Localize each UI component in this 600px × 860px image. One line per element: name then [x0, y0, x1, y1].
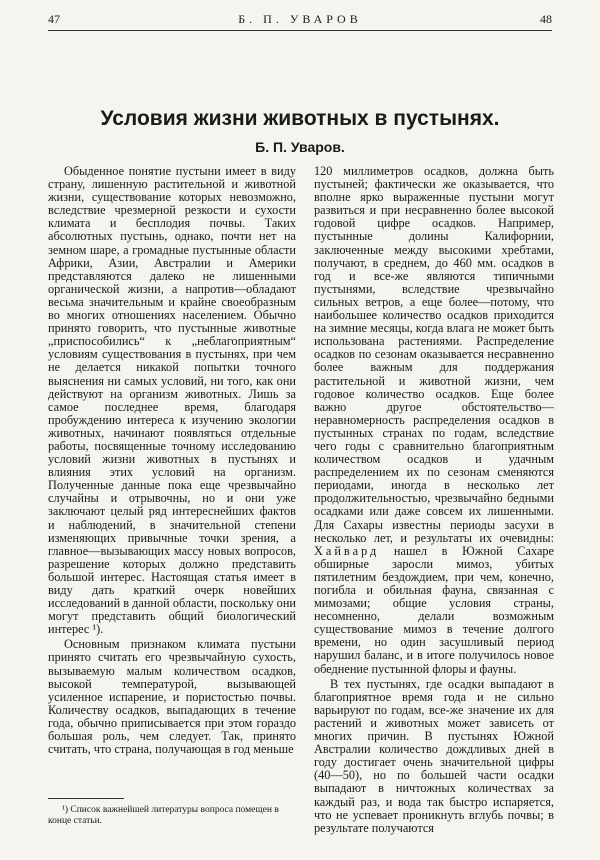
- page-number-right: 48: [540, 12, 552, 26]
- right-paragraph-1-part-b: нашел в Южной Сахаре обширные заросли мимоз, убитых пятилетним бездождием, при чем, конечно, погибла и обильная фауна, связанная с мимозами; общие условия страны, несомненно, делали возможным существование мимоз в течение долгого времени, но один засушливый период нарушил баланс, и в итоге получилось новое обеднение пустынной флоры и фауны.: [314, 543, 555, 676]
- right-paragraph-1-part-a: 120 миллиметров осадков, должна быть пустыней; фактически же оказывается, что вполне ярко выраженные пустыни могут развиться и при несравненно более высокой годовой цифре осадков. Например, пустынные долины Калифорнии, заключенные между высокими хребтами, получают, в среднем, до 460 мм. осадков в год и все-же являются типичными пустынями, вследствие чрезвычайно сильных ветров, а еще более—потому, что наибольшее количество осадков приходится на зимние месяцы, когда влага не может быть использована растениями. Распределение осадков по сезонам оказывается несравненно более важным для поддержания растительной и животной жизни, чем годовое количество осадков. Еще более важно другое обстоятельство—неравномерность распределения осадков в пустынных странах по годам, вследствие чего годы с сравнительно благоприятным количеством осадков и удачным распределением их по сезонам сменяются периодами, иногда в несколько лет продолжительностью, чрезвычайно бедными осадками или даже совсем их лишенными. Для Сахары известны периоды засухи в несколько лет, и результаты их очевидны:: [314, 164, 554, 545]
- spaced-name-hayward: Хайвард: [314, 543, 380, 558]
- article-author: Б. П. Уваров.: [255, 139, 345, 155]
- left-column: [48, 165, 296, 756]
- right-paragraph-1: [314, 165, 554, 676]
- running-title: Б. П. УВАРОВ: [238, 12, 362, 26]
- page-number-left: 47: [48, 12, 60, 26]
- right-paragraph-2: В тех пустынях, где осадки выпадают в благоприятное время года и не сильно варьируют по годам, все-же значение их для растений и животных может зависеть от многих причин. В пустынях Южной Австралии количество дождливых дней в году достигает очень значительной цифры (40—50), но по большей части осадки выпадают в ничтожных количествах за каждый раз, и вода так быстро испаряется, что не успевает проникнуть вглубь почвы; в результате получаются: [314, 676, 554, 835]
- footnote: ¹) Список важнейшей литературы вопроса помещен в конце статьи.: [48, 805, 279, 826]
- left-paragraph-2: Основным признаком климата пустыни принято считать его чрезвычайную сухость, вызываемую малым количеством осадков, высокой температурой, вызывающей усиленное испарение, и пористостью почвы. Количеству осадков, выпадающих в течение года, обычно приписывается при этом гораздо большая роль, чем следует. Так, принято считать, что страна, получающая в год меньше: [48, 637, 296, 757]
- footnote-divider: [48, 798, 124, 799]
- running-header: [48, 12, 552, 31]
- article-title: Условия жизни животных в пустынях.: [100, 107, 500, 130]
- left-paragraph-1: Обыденное понятие пустыни имеет в виду страну, лишенную растительной и животной жизни, существование которых невозможно, вследствие чрезмерной резкости и сухости климата и бесплодия почвы. Таких абсолютных пустынь, однако, почти нет на земном шаре, а громадные пустынные области Африки, Азии, Австралии и Америки представляются далеко не лишенными органической жизни, а напротив—обладают весьма значительным и крайне своеобразным во многих отношениях населением. Обычно принято говорить, что пустынные животные „приспособились“ к „неблагоприятным“ условиям существования в пустынях, при чем не делается никакой попытки точного выяснения ни самых условий, ни того, как они действуют на организм животных. Лишь за самое последнее время, благодаря пробуждению интереса к изучению экологии животных, начинают появляться отдельные работы, посвященные точному исследованию условий жизни животных в пустынях и влияния этих условий на организм. Полученные данные пока еще чрезвычайно случайны и отрывочны, но и они уже заключают целый ряд интереснейших фактов и наблюдений, в значительной степени изменяющих привычные точки зрения, а главное—вызывающих массу новых вопросов, разрешение которых должно представить большой интерес. Настоящая статья имеет в виду дать краткий очерк новейших исследований в данной области, поскольку они могут представить общий биологический интерес ¹).: [48, 164, 296, 637]
- right-column: [314, 165, 554, 835]
